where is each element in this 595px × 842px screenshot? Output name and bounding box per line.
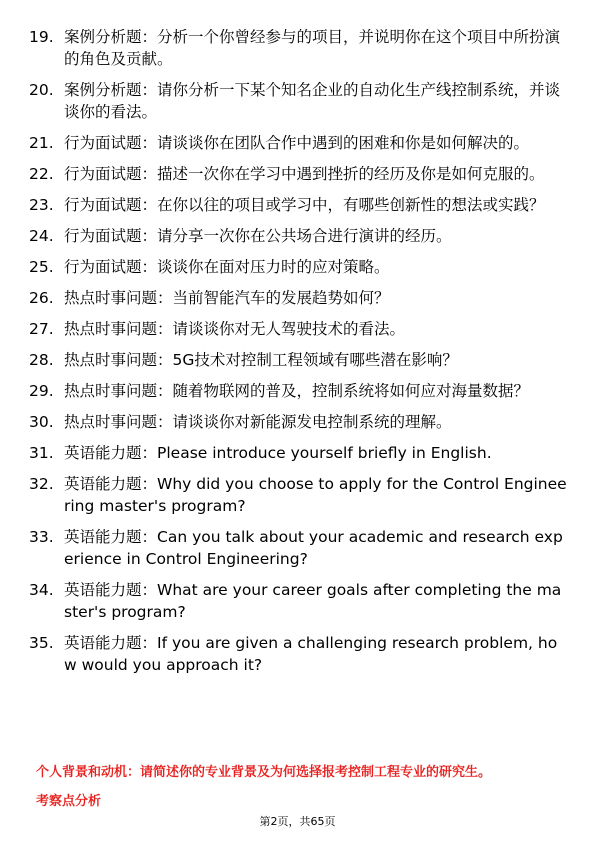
question-text: 热点时事问题：当前智能汽车的发展趋势如何？ — [64, 289, 390, 307]
question-number: 23. — [29, 196, 54, 214]
question-item — [29, 287, 569, 309]
question-item — [29, 194, 569, 216]
question-number: 19. — [29, 28, 54, 46]
question-number: 21. — [29, 134, 54, 152]
question-item — [29, 256, 569, 278]
question-number: 30. — [29, 413, 54, 431]
question-item — [29, 79, 569, 123]
question-text: 热点时事问题：随着物联网的普及，控制系统将如何应对海量数据？ — [64, 382, 530, 400]
question-item — [29, 632, 569, 676]
question-text: 热点时事问题：请谈谈你对无人驾驶技术的看法。 — [64, 320, 406, 338]
question-list — [29, 26, 569, 685]
question-item — [29, 380, 569, 402]
question-number: 20. — [29, 81, 54, 99]
question-text: 行为面试题：在你以往的项目或学习中，有哪些创新性的想法或实践？ — [64, 196, 545, 214]
question-text: 行为面试题：描述一次你在学习中遇到挫折的经历及你是如何克服的。 — [64, 165, 545, 183]
question-number: 25. — [29, 258, 54, 276]
question-item — [29, 411, 569, 433]
question-item — [29, 132, 569, 154]
highlight-question: 个人背景和动机：请简述你的专业背景及为何选择报考控制工程专业的研究生。 — [36, 765, 492, 780]
question-item — [29, 318, 569, 340]
question-text: 英语能力题：If you are given a challenging research problem, how would you approach it? — [64, 634, 558, 674]
question-text: 英语能力题：What are your career goals after completing the master's program? — [64, 581, 562, 621]
question-number: 34. — [29, 581, 54, 599]
question-item — [29, 26, 569, 70]
question-item — [29, 163, 569, 185]
question-item — [29, 349, 569, 371]
section-heading: 考察点分析 — [36, 794, 102, 809]
question-number: 28. — [29, 351, 54, 369]
question-text: 热点时事问题：5G技术对控制工程领域有哪些潜在影响？ — [64, 351, 458, 369]
question-item — [29, 526, 569, 570]
question-number: 22. — [29, 165, 54, 183]
question-item — [29, 225, 569, 247]
question-item — [29, 473, 569, 517]
question-number: 26. — [29, 289, 54, 307]
question-number: 31. — [29, 444, 54, 462]
question-text: 行为面试题：请分享一次你在公共场合进行演讲的经历。 — [64, 227, 452, 245]
question-item — [29, 579, 569, 623]
question-number: 29. — [29, 382, 54, 400]
question-text: 热点时事问题：请谈谈你对新能源发电控制系统的理解。 — [64, 413, 452, 431]
question-text: 英语能力题：Please introduce yourself briefly in English. — [64, 444, 492, 462]
question-text: 英语能力题：Why did you choose to apply for the Control Engineering master's program? — [64, 475, 567, 515]
question-number: 35. — [29, 634, 54, 652]
question-text: 案例分析题：分析一个你曾经参与的项目，并说明你在这个项目中所扮演的角色及贡献。 — [64, 28, 561, 68]
question-number: 33. — [29, 528, 54, 546]
question-text: 案例分析题：请你分析一下某个知名企业的自动化生产线控制系统，并谈谈你的看法。 — [64, 81, 561, 121]
question-item — [29, 442, 569, 464]
question-text: 行为面试题：谈谈你在面对压力时的应对策略。 — [64, 258, 390, 276]
question-number: 32. — [29, 475, 54, 493]
question-number: 27. — [29, 320, 54, 338]
question-text: 英语能力题：Can you talk about your academic and research experience in Control Engineering? — [64, 528, 563, 568]
page-footer: 第2页，共65页 — [259, 815, 336, 828]
question-text: 行为面试题：请谈谈你在团队合作中遇到的困难和你是如何解决的。 — [64, 134, 530, 152]
question-number: 24. — [29, 227, 54, 245]
